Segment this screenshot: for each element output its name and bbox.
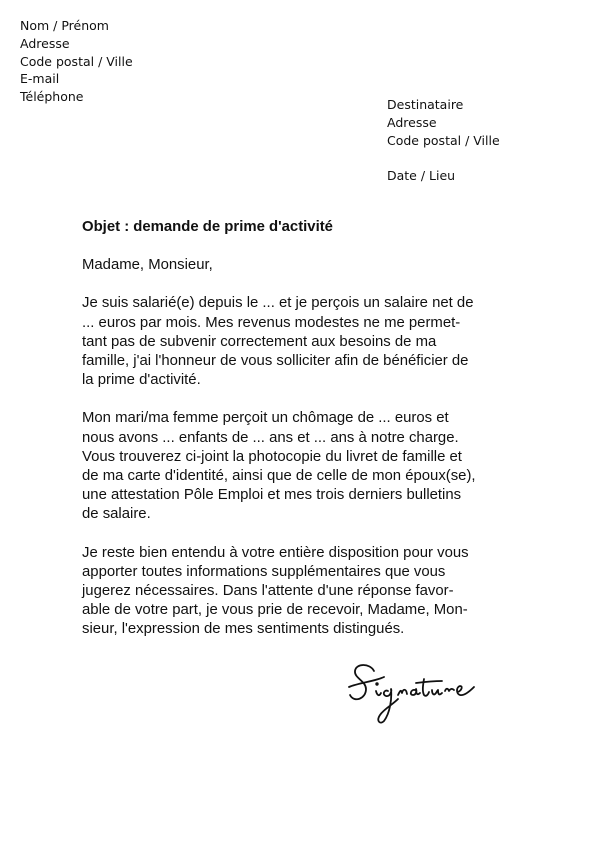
recipient-block bbox=[387, 96, 500, 151]
letter-salutation: Madame, Monsieur, bbox=[82, 257, 213, 274]
paragraph-line: nous avons ... enfants de ... ans et ... ans à notre charge. bbox=[82, 429, 459, 446]
paragraph-line: Je reste bien entendu à votre entière disposition pour vous bbox=[82, 544, 469, 561]
paragraph-line: tant pas de subvenir correctement aux besoins de ma bbox=[82, 333, 437, 350]
paragraph-line: une attestation Pôle Emploi et mes trois derniers bulletins bbox=[82, 487, 462, 504]
paragraph-line: apporter toutes informations supplémentaires que vous bbox=[82, 563, 446, 580]
paragraph-2 bbox=[82, 409, 522, 524]
date-place: Date / Lieu bbox=[387, 168, 456, 183]
paragraph-line: sieur, l'expression de mes sentiments distingués. bbox=[82, 621, 405, 638]
sender-phone: Téléphone bbox=[20, 89, 84, 105]
paragraph-line: de salaire. bbox=[82, 506, 151, 523]
paragraph-line: able de votre part, je vous prie de recevoir, Madame, Mon- bbox=[82, 602, 468, 619]
paragraph-line: jugerez nécessaires. Dans l'attente d'une réponse favor- bbox=[82, 583, 454, 600]
paragraph-3 bbox=[82, 544, 522, 640]
recipient-name: Destinataire bbox=[387, 97, 464, 112]
letter-body bbox=[82, 218, 522, 659]
sender-postal-city: Code postal / Ville bbox=[20, 53, 133, 69]
sender-block bbox=[20, 17, 133, 106]
paragraph-line: la prime d'activité. bbox=[82, 372, 201, 389]
sender-name: Nom / Prénom bbox=[20, 18, 109, 33]
paragraph-line: Je suis salarié(e) depuis le ... et je perçois un salaire net de bbox=[82, 295, 474, 312]
paragraph-line: Vous trouverez ci-joint la photocopie du livret de famille et bbox=[82, 448, 462, 465]
sender-email: E-mail bbox=[20, 71, 60, 87]
paragraph-line: ... euros par mois. Mes revenus modestes ne me permet- bbox=[82, 314, 461, 331]
letter-subject: Objet : demande de prime d'activité bbox=[82, 219, 333, 235]
recipient-address: Adresse bbox=[387, 115, 437, 131]
paragraph-line: Mon mari/ma femme perçoit un chômage de ... euros et bbox=[82, 410, 449, 427]
paragraph-line: de ma carte d'identité, ainsi que de celle de mon époux(se), bbox=[82, 468, 476, 485]
paragraph-line: famille, j'ai l'honneur de vous solliciter afin de bénéficier de bbox=[82, 353, 469, 370]
paragraph-1 bbox=[82, 294, 522, 390]
recipient-postal-city: Code postal / Ville bbox=[387, 133, 500, 149]
handwritten-signature bbox=[346, 657, 496, 727]
sender-address: Adresse bbox=[20, 35, 70, 51]
